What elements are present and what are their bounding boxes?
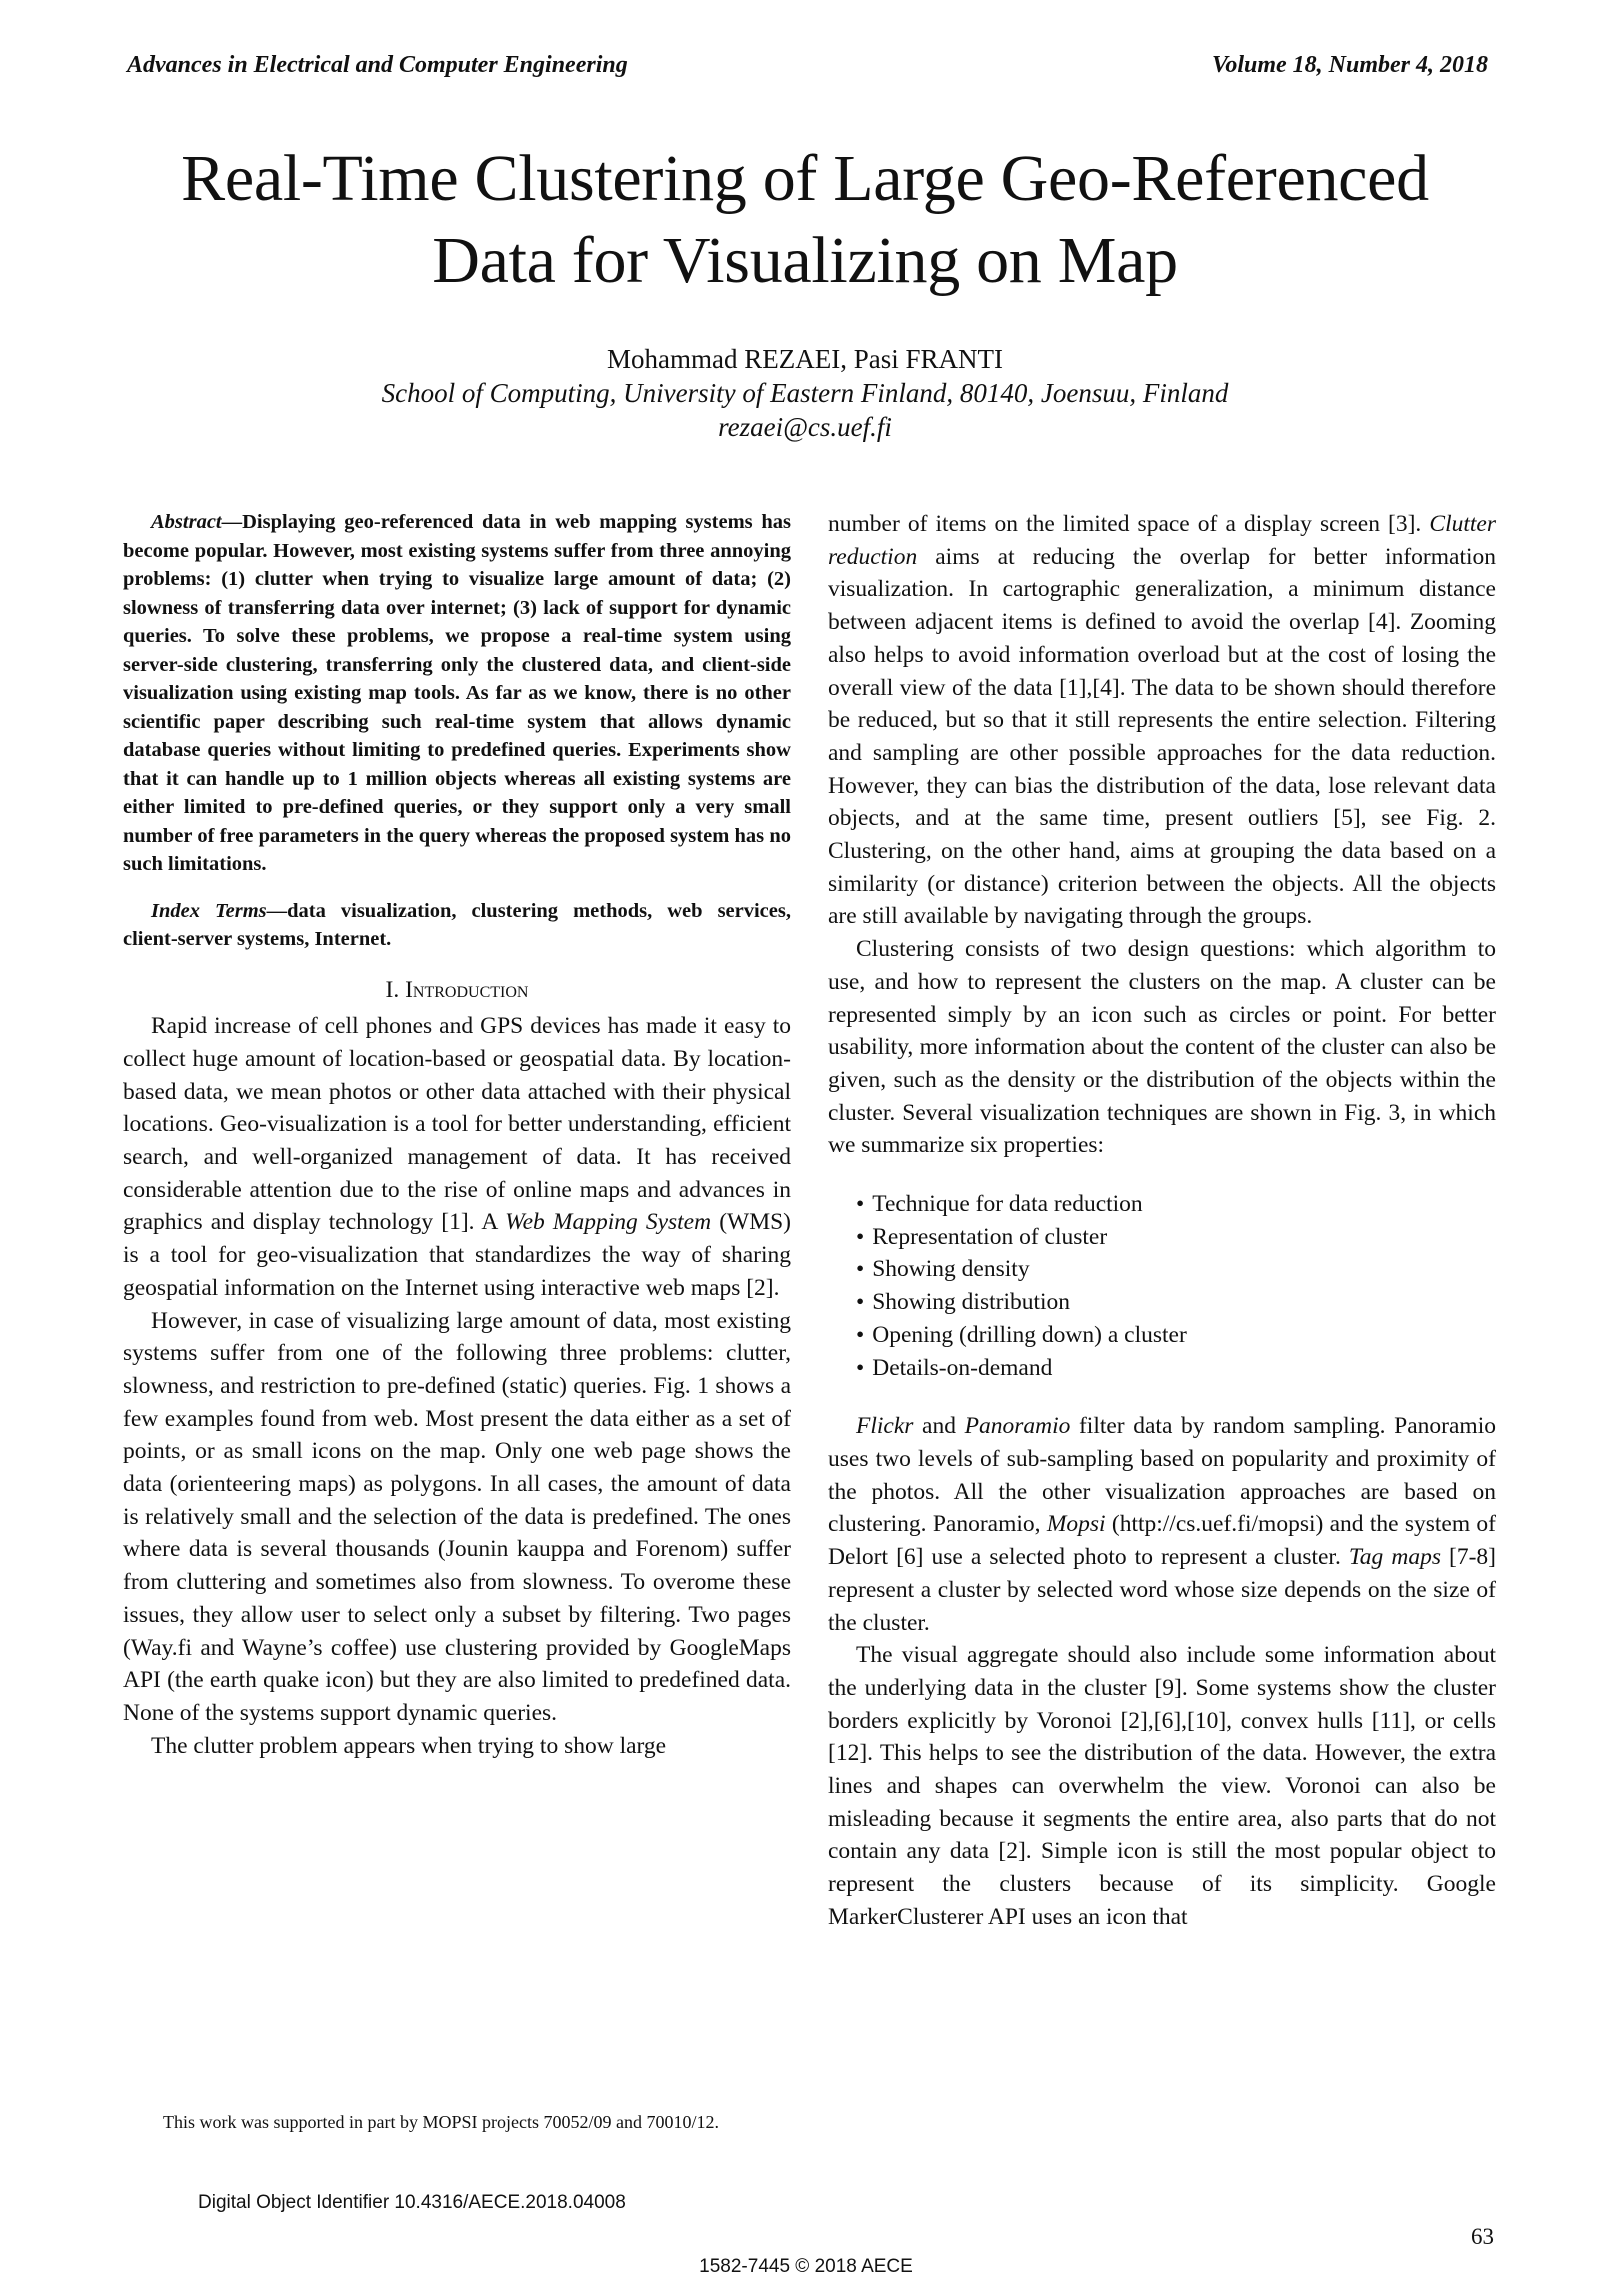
volume-info: Volume 18, Number 4, 2018 (1211, 52, 1488, 78)
paper-title (120, 138, 1490, 302)
abstract-text: —Displaying geo-referenced data in web mapping systems has become popular. However, most existing systems suffer from three annoying problems: (1) clutter when trying to visualize large amount of data; (2) slowness of transferring data over internet; (3) lack of support for dynamic queries. To solve these problems, we propose a real-time system using server-side clustering, transferring only the clustered data, and client-side visualization using existing map tools. As far as we know, there is no other scientific paper describing such real-time system that allows dynamic database queries without limiting to predefined queries. Experiments show that it can handle up to 1 million objects whereas all existing systems are either limited to pre-defined queries, or they support only a very small number of free parameters in the query whereas the proposed system has no such limitations. (123, 511, 791, 875)
issn-copyright: 1582-7445 © 2018 AECE (699, 2256, 913, 2277)
intro-paragraph-2: However, in case of visualizing large amount of data, most existing systems suffer from one of the following three problems: clutter, slowness, and restriction to pre-defined (static) queries. Fig. 1 shows a few examples found from web. Most present the data either as a set of points, or as small icons on the map. Only one web page shows the data (orienteering maps) as polygons. In all cases, the amount of data is relatively small and the selection of the data is predefined. The ones where data is several thousands (Jounin kauppa and Forenom) suffer from cluttering and sometimes also from slowness. To overome these issues, they allow user to select only a subset by filtering. Two pages (Way.fi and Wayne’s coffee) use clustering provided by GoogleMaps API (the earth quake icon) but they are also limited to predefined data. None of the systems support dynamic queries. (123, 1307, 791, 1726)
author-names: Mohammad REZAEI, Pasi FRANTI (607, 344, 1003, 374)
journal-name: Advances in Electrical and Computer Engineering (127, 52, 628, 78)
right-paragraph-2: Clustering consists of two design questions: which algorithm to use, and how to represent the clusters on the map. A cluster can be represented simply by an icon such as circles or point. For better usability, more information about the content of the cluster can also be given, such as the density or the distribution of the objects within the cluster. Several visualization techniques are shown in Fig. 3, in which we summarize six properties: (828, 936, 1496, 1159)
title-line-2: Data for Visualizing on Map (432, 224, 1178, 297)
section-heading (123, 974, 791, 1007)
list-item: • Showing distribution (856, 1286, 1496, 1319)
author-block (120, 342, 1490, 444)
abstract-label: Abstract (151, 511, 222, 533)
list-item: • Technique for data reduction (856, 1188, 1496, 1221)
index-terms (123, 897, 791, 954)
affiliation: School of Computing, University of Eastern Finland, 80140, Joensuu, Finland (381, 378, 1229, 408)
index-terms-text: —data visualization, clustering methods, web services, client-server systems, Internet. (123, 899, 791, 950)
list-item: • Representation of cluster (856, 1221, 1496, 1254)
section-number: I. (385, 976, 400, 1003)
properties-list (856, 1188, 1496, 1384)
intro-paragraph-1: Rapid increase of cell phones and GPS devices has made it easy to collect huge amount of location-based or geospatial data. By location-based data, we mean photos or other data attached with their physical locations. Geo-visualization is a tool for better understanding, efficient search, and well-organized management of data. It has received considerable attention due to the rise of online maps and advances in graphics and display technology [1]. A Web Mapping System (WMS) is a tool for geo-visualization that standardizes the way of sharing geospatial information on the Internet using interactive web maps [2]. (123, 1013, 791, 1301)
title-line-1: Real-Time Clustering of Large Geo-Referenced (181, 142, 1429, 215)
footnote: This work was supported in part by MOPSI projects 70052/09 and 70010/12. (163, 2112, 719, 2132)
list-item: • Showing density (856, 1253, 1496, 1286)
author-email: rezaei@cs.uef.fi (718, 412, 892, 442)
left-column (123, 508, 791, 1762)
right-paragraph-1: number of items on the limited space of a display screen [3]. Clutter reduction aims at reducing the overlap for better information visualization. In cartographic generalization, a minimum distance between adjacent items is defined to avoid the overlap [4]. Zooming also helps to avoid information overload but at the cost of losing the overall view of the data [1],[4]. The data to be shown should therefore be reduced, but so that it still represents the entire selection. Filtering and sampling are other possible approaches for the data reduction. However, they can bias the distribution of the data, lose relevant data objects, and at the same time, present outliers [5], see Fig. 2. Clustering, on the other hand, aims at grouping the data based on a similarity (or distance) criterion between the objects. All the objects are still available by navigating through the groups. (828, 511, 1496, 930)
right-paragraph-4: The visual aggregate should also include some information about the underlying data in the cluster [9]. Some systems show the cluster borders explicitly by Voronoi [2],[6],[10], convex hulls [11], or cells [12]. This helps to see the distribution of the data. However, the extra lines and shapes can overwhelm the view. Voronoi can also be misleading because it segments the entire area, also parts that do not contain any data [2]. Simple icon is still the most popular object to represent the clusters because of its simplicity. Google MarkerClusterer API uses an icon that (828, 1642, 1496, 1930)
list-item: • Opening (drilling down) a cluster (856, 1319, 1496, 1352)
intro-paragraph-3: The clutter problem appears when trying to show large (151, 1732, 667, 1759)
index-terms-label: Index Terms (151, 899, 267, 922)
right-paragraph-3: Flickr and Panoramio filter data by random sampling. Panoramio uses two levels of sub-sampling based on popularity and proximity of the photos. All the other visualization approaches are based on clustering. Panoramio, Mopsi (http://cs.uef.fi/mopsi) and the system of Delort [6] use a selected photo to represent a cluster. Tag maps [7-8] represent a cluster by selected word whose size depends on the size of the cluster. (828, 1413, 1497, 1636)
doi: Digital Object Identifier 10.4316/AECE.2018.04008 (198, 2192, 626, 2213)
page-number: 63 (1471, 2224, 1494, 2249)
abstract (123, 508, 791, 879)
section-title: Introduction (405, 976, 529, 1003)
list-item: • Details-on-demand (856, 1352, 1496, 1385)
right-column (828, 508, 1496, 1934)
